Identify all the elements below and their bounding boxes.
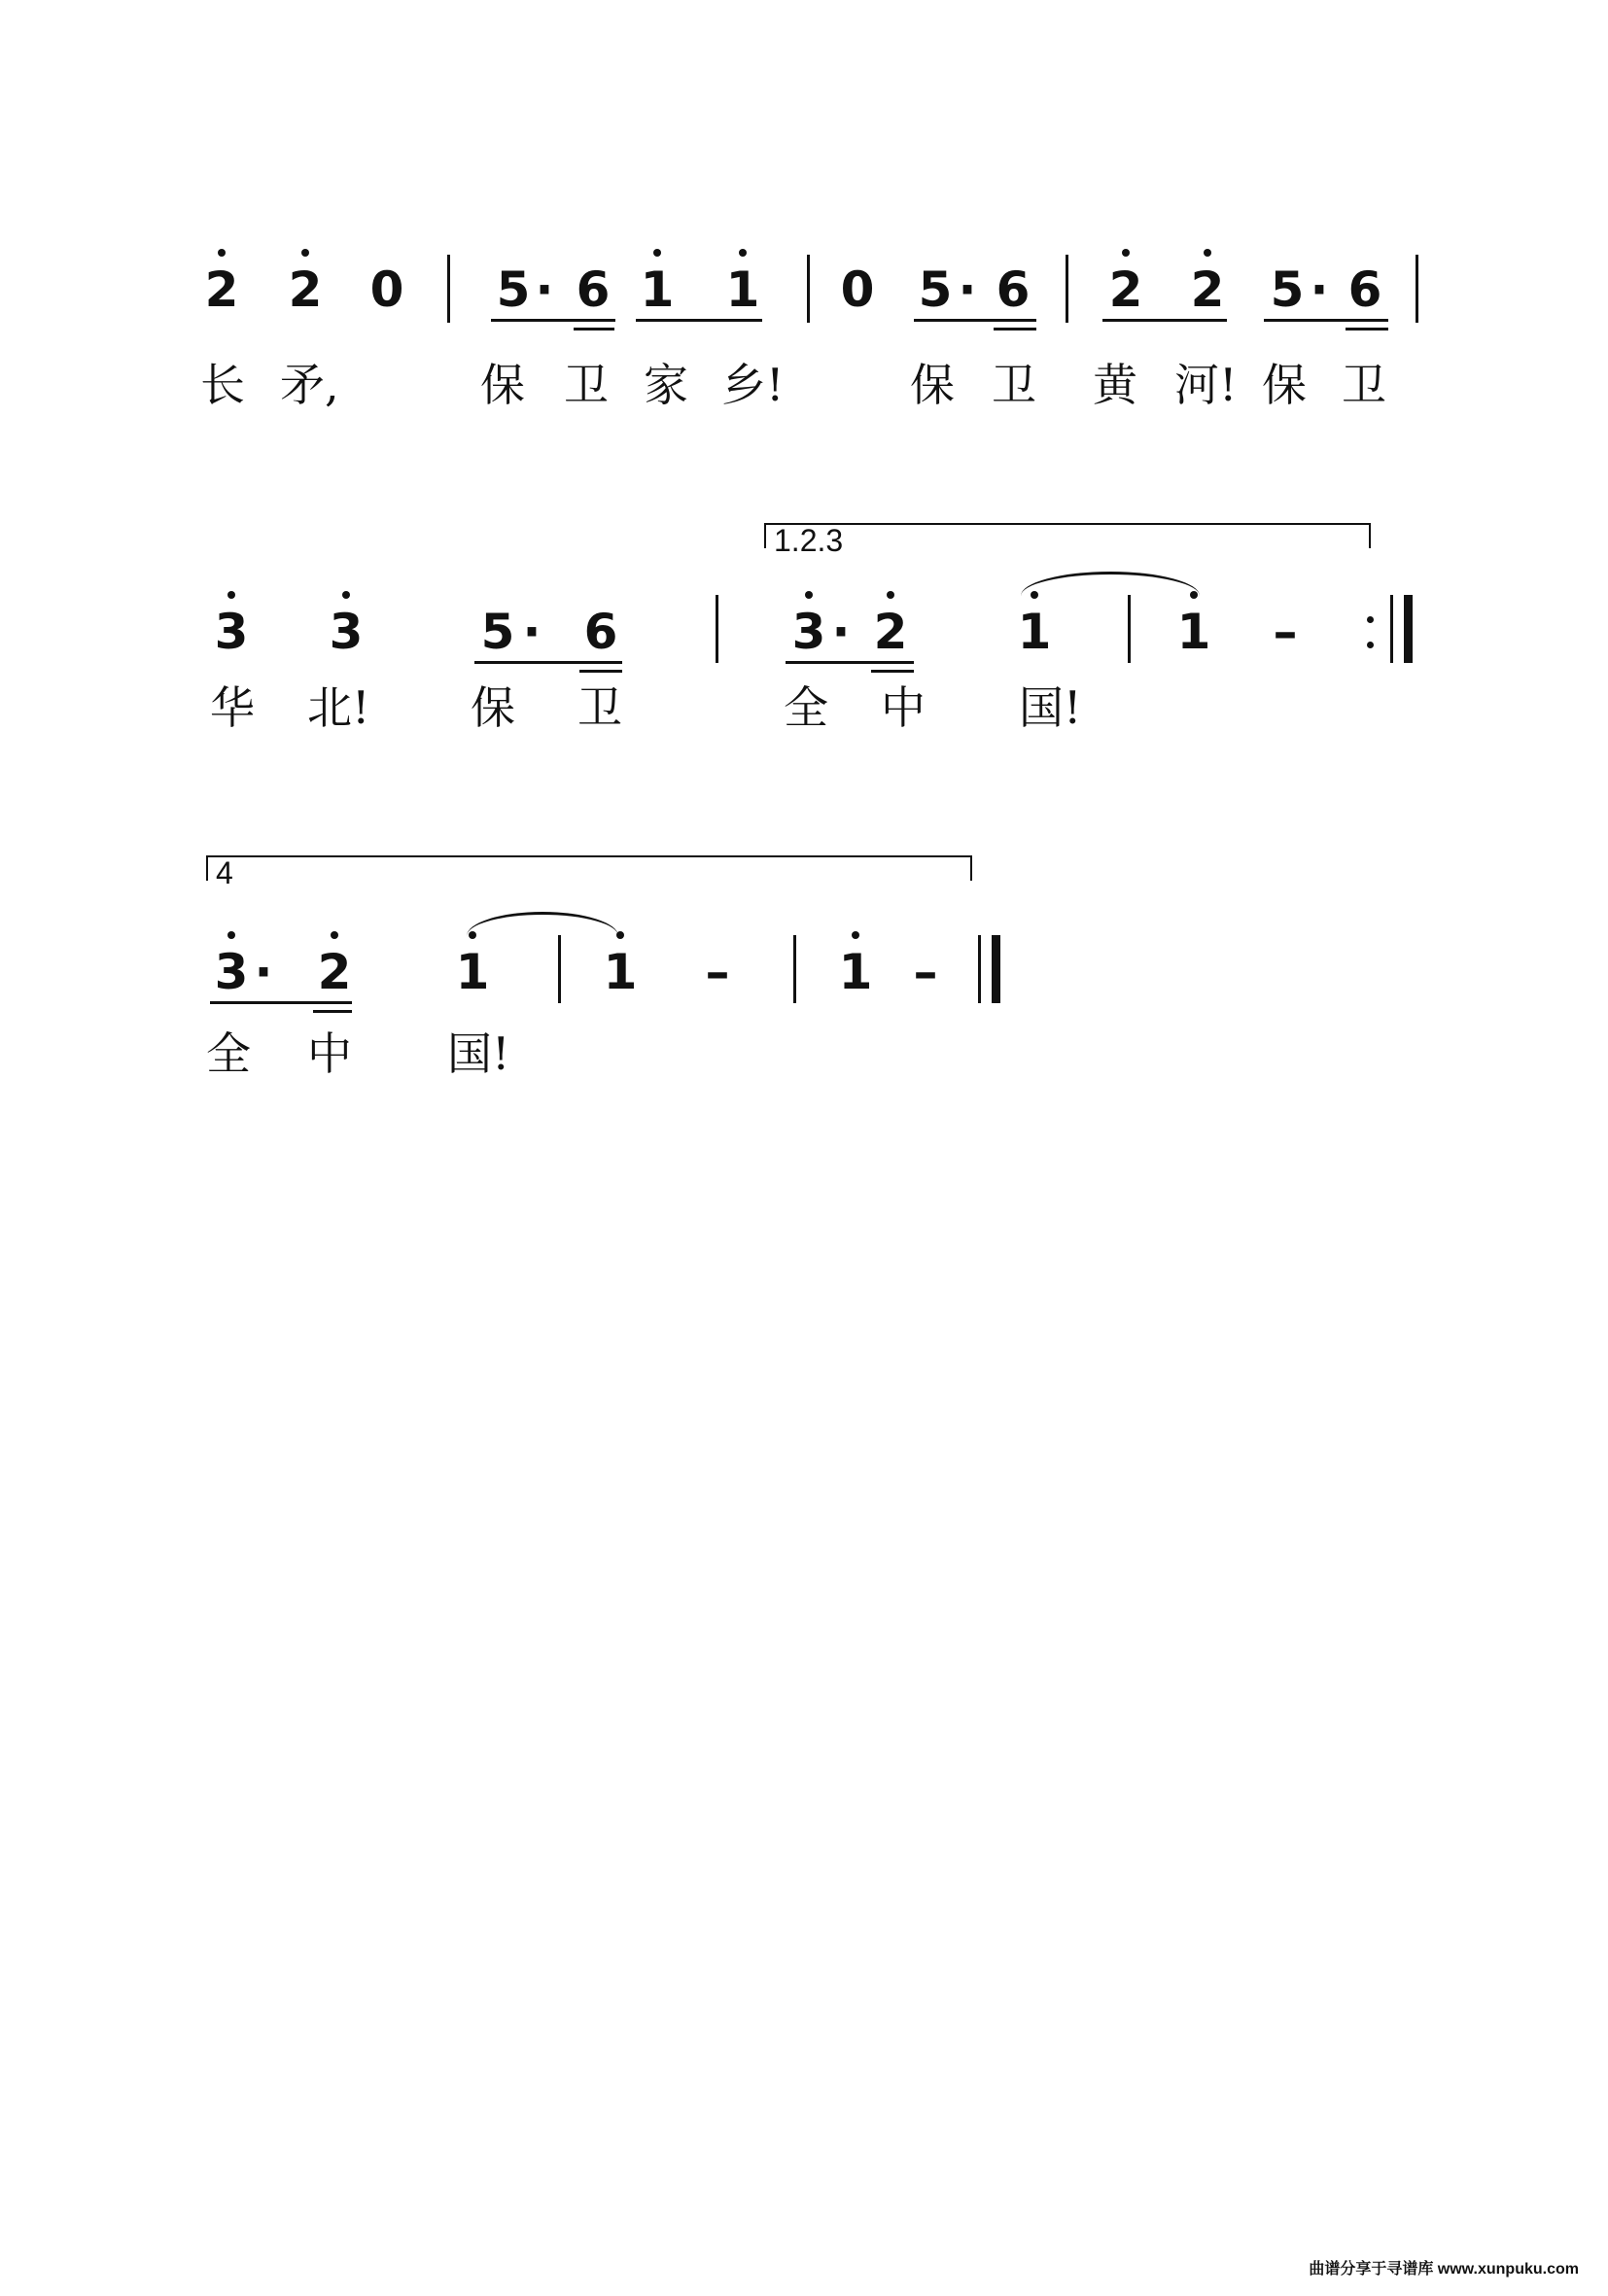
dash: – [1273, 604, 1298, 660]
octave-dot [887, 591, 894, 599]
octave-dot [852, 931, 859, 939]
lyric: 全 [206, 1027, 251, 1080]
augmentation-dot: · [254, 944, 273, 1000]
underline [579, 670, 622, 673]
lyric: 长 [200, 359, 245, 411]
note: 3 [329, 604, 364, 660]
octave-dot [227, 931, 235, 939]
volta-label: 4 [216, 855, 233, 890]
tie [1021, 572, 1200, 596]
lyric: 国! [447, 1027, 510, 1080]
note: 2 [873, 604, 908, 660]
repeat-dot [1367, 642, 1374, 648]
note: 1 [838, 944, 873, 1000]
lyric: 北! [307, 681, 370, 734]
note: 1 [603, 944, 638, 1000]
dash: – [705, 944, 730, 1000]
volta-bracket [206, 855, 972, 881]
repeat-dot [1367, 616, 1374, 623]
note: 6 [583, 604, 618, 660]
barline [558, 935, 561, 1003]
octave-dot [227, 591, 235, 599]
note: 2 [204, 261, 239, 318]
augmentation-dot: · [1310, 261, 1329, 318]
octave-dot [653, 249, 661, 257]
octave-dot [331, 931, 338, 939]
lyric: 卫 [992, 359, 1036, 411]
note: 0 [369, 261, 404, 318]
lyric: 国! [1019, 681, 1082, 734]
underline [636, 319, 762, 322]
note: 5 [496, 261, 531, 318]
barline [447, 255, 450, 323]
lyric: 华 [210, 681, 255, 734]
lyric: 河! [1174, 359, 1238, 411]
lyric: 卫 [577, 681, 622, 734]
lyric: 卫 [564, 359, 609, 411]
lyric: 保 [910, 359, 955, 411]
underline [210, 1001, 352, 1004]
octave-dot [1031, 591, 1038, 599]
note: 1 [1176, 604, 1211, 660]
note: 3 [214, 604, 249, 660]
final-barline [1404, 595, 1413, 663]
note: 3 [791, 604, 826, 660]
volta-label: 1.2.3 [774, 523, 844, 558]
dash: – [913, 944, 938, 1000]
note: 1 [725, 261, 760, 318]
note: 0 [840, 261, 875, 318]
lyric: 矛, [280, 359, 339, 411]
note: 2 [288, 261, 323, 318]
lyric: 家 [644, 359, 688, 411]
barline [1390, 595, 1393, 663]
note: 3 [214, 944, 249, 1000]
underline [474, 661, 622, 664]
lyric: 全 [784, 681, 828, 734]
note: 6 [576, 261, 611, 318]
underline [491, 319, 615, 322]
octave-dot [301, 249, 309, 257]
lyric: 保 [1262, 359, 1307, 411]
octave-dot [342, 591, 350, 599]
note: 5 [1270, 261, 1305, 318]
lyric: 中 [307, 1027, 352, 1080]
note: 6 [1347, 261, 1382, 318]
lyric: 保 [480, 359, 525, 411]
underline [786, 661, 914, 664]
note: 5 [918, 261, 953, 318]
octave-dot [469, 931, 476, 939]
lyric: 卫 [1342, 359, 1386, 411]
lyric: 保 [471, 681, 515, 734]
underline [1264, 319, 1388, 322]
underline [574, 328, 614, 330]
augmentation-dot: · [535, 261, 554, 318]
barline [1128, 595, 1131, 663]
barline [716, 595, 718, 663]
augmentation-dot: · [958, 261, 977, 318]
note: 2 [317, 944, 352, 1000]
underline [994, 328, 1036, 330]
underline [871, 670, 914, 673]
octave-dot [1204, 249, 1211, 257]
barline [1066, 255, 1068, 323]
note: 1 [455, 944, 490, 1000]
octave-dot [218, 249, 226, 257]
octave-dot [805, 591, 813, 599]
footer-watermark: 曲谱分享于寻谱库 www.xunpuku.com [1309, 2261, 1579, 2278]
augmentation-dot: · [831, 604, 851, 660]
barline [807, 255, 810, 323]
underline [313, 1010, 352, 1013]
barline [793, 935, 796, 1003]
octave-dot [739, 249, 747, 257]
underline [1102, 319, 1227, 322]
lyric: 黄 [1093, 359, 1137, 411]
note: 6 [996, 261, 1031, 318]
octave-dot [616, 931, 624, 939]
lyric: 中 [881, 681, 926, 734]
barline [978, 935, 981, 1003]
note: 2 [1108, 261, 1143, 318]
volta-bracket [764, 523, 1371, 548]
augmentation-dot: · [522, 604, 542, 660]
note: 1 [1017, 604, 1052, 660]
underline [1346, 328, 1388, 330]
note: 2 [1190, 261, 1225, 318]
tie [467, 912, 618, 936]
octave-dot [1122, 249, 1130, 257]
note: 5 [480, 604, 515, 660]
octave-dot [1190, 591, 1198, 599]
lyric: 乡! [721, 359, 785, 411]
final-barline [992, 935, 1000, 1003]
underline [914, 319, 1036, 322]
note: 1 [640, 261, 675, 318]
barline [1416, 255, 1418, 323]
